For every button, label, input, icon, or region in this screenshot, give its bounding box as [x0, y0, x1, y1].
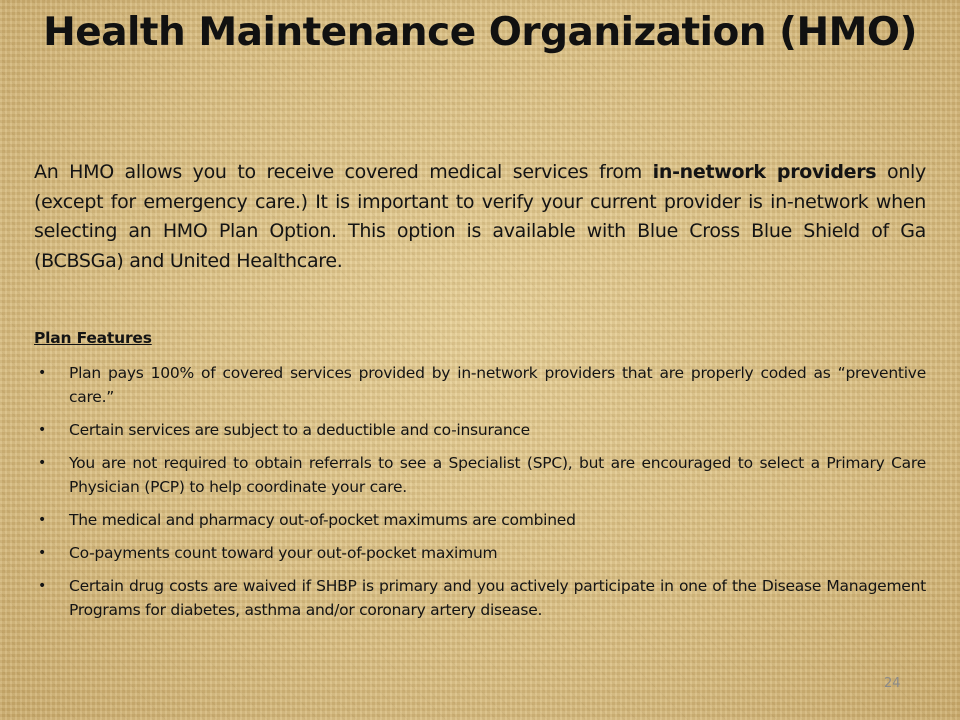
list-item-text: Certain services are subject to a deductible and co-insurance: [69, 421, 530, 439]
bullet-icon: •: [38, 365, 47, 381]
list-item: [34, 451, 926, 499]
intro-text-part1: An HMO allows you to receive covered medical services from: [34, 161, 653, 183]
intro-text-part2: only (except for emergency care.) It is important to verify your current provider is in-network when selecting an HMO Plan Option. This option is available with Blue Cross Blue Shield of Ga (BCBSGa) and United Healthcare.: [34, 161, 926, 272]
intro-text-bold: in-network providers: [652, 161, 877, 183]
bullet-icon: •: [38, 422, 47, 438]
list-item: [34, 541, 926, 565]
bullet-icon: •: [38, 455, 47, 471]
bullet-icon: •: [38, 512, 47, 528]
list-item-text: You are not required to obtain referrals to see a Specialist (SPC), but are encouraged to select a Primary Care Physician (PCP) to help coordinate your care.: [69, 454, 926, 496]
list-item-text: Plan pays 100% of covered services provided by in-network providers that are properly coded as “preventive care.”: [69, 364, 926, 406]
bullet-icon: •: [38, 545, 47, 561]
plan-features-section: [34, 329, 926, 631]
intro-paragraph: [34, 158, 926, 276]
slide-title: Health Maintenance Organization (HMO): [43, 10, 917, 55]
list-item: [34, 361, 926, 409]
list-item: [34, 574, 926, 622]
list-item-text: Co-payments count toward your out-of-pocket maximum: [69, 544, 498, 562]
list-item: [34, 508, 926, 532]
list-item: [34, 418, 926, 442]
bullet-icon: •: [38, 578, 47, 594]
list-item-text: The medical and pharmacy out-of-pocket maximums are combined: [69, 511, 576, 529]
plan-features-list: [34, 361, 926, 622]
page-number: 24: [884, 676, 901, 691]
list-item-text: Certain drug costs are waived if SHBP is primary and you actively participate in one of the Disease Management Programs for diabetes, asthma and/or coronary artery disease.: [69, 577, 926, 619]
plan-features-heading: Plan Features: [34, 329, 152, 347]
